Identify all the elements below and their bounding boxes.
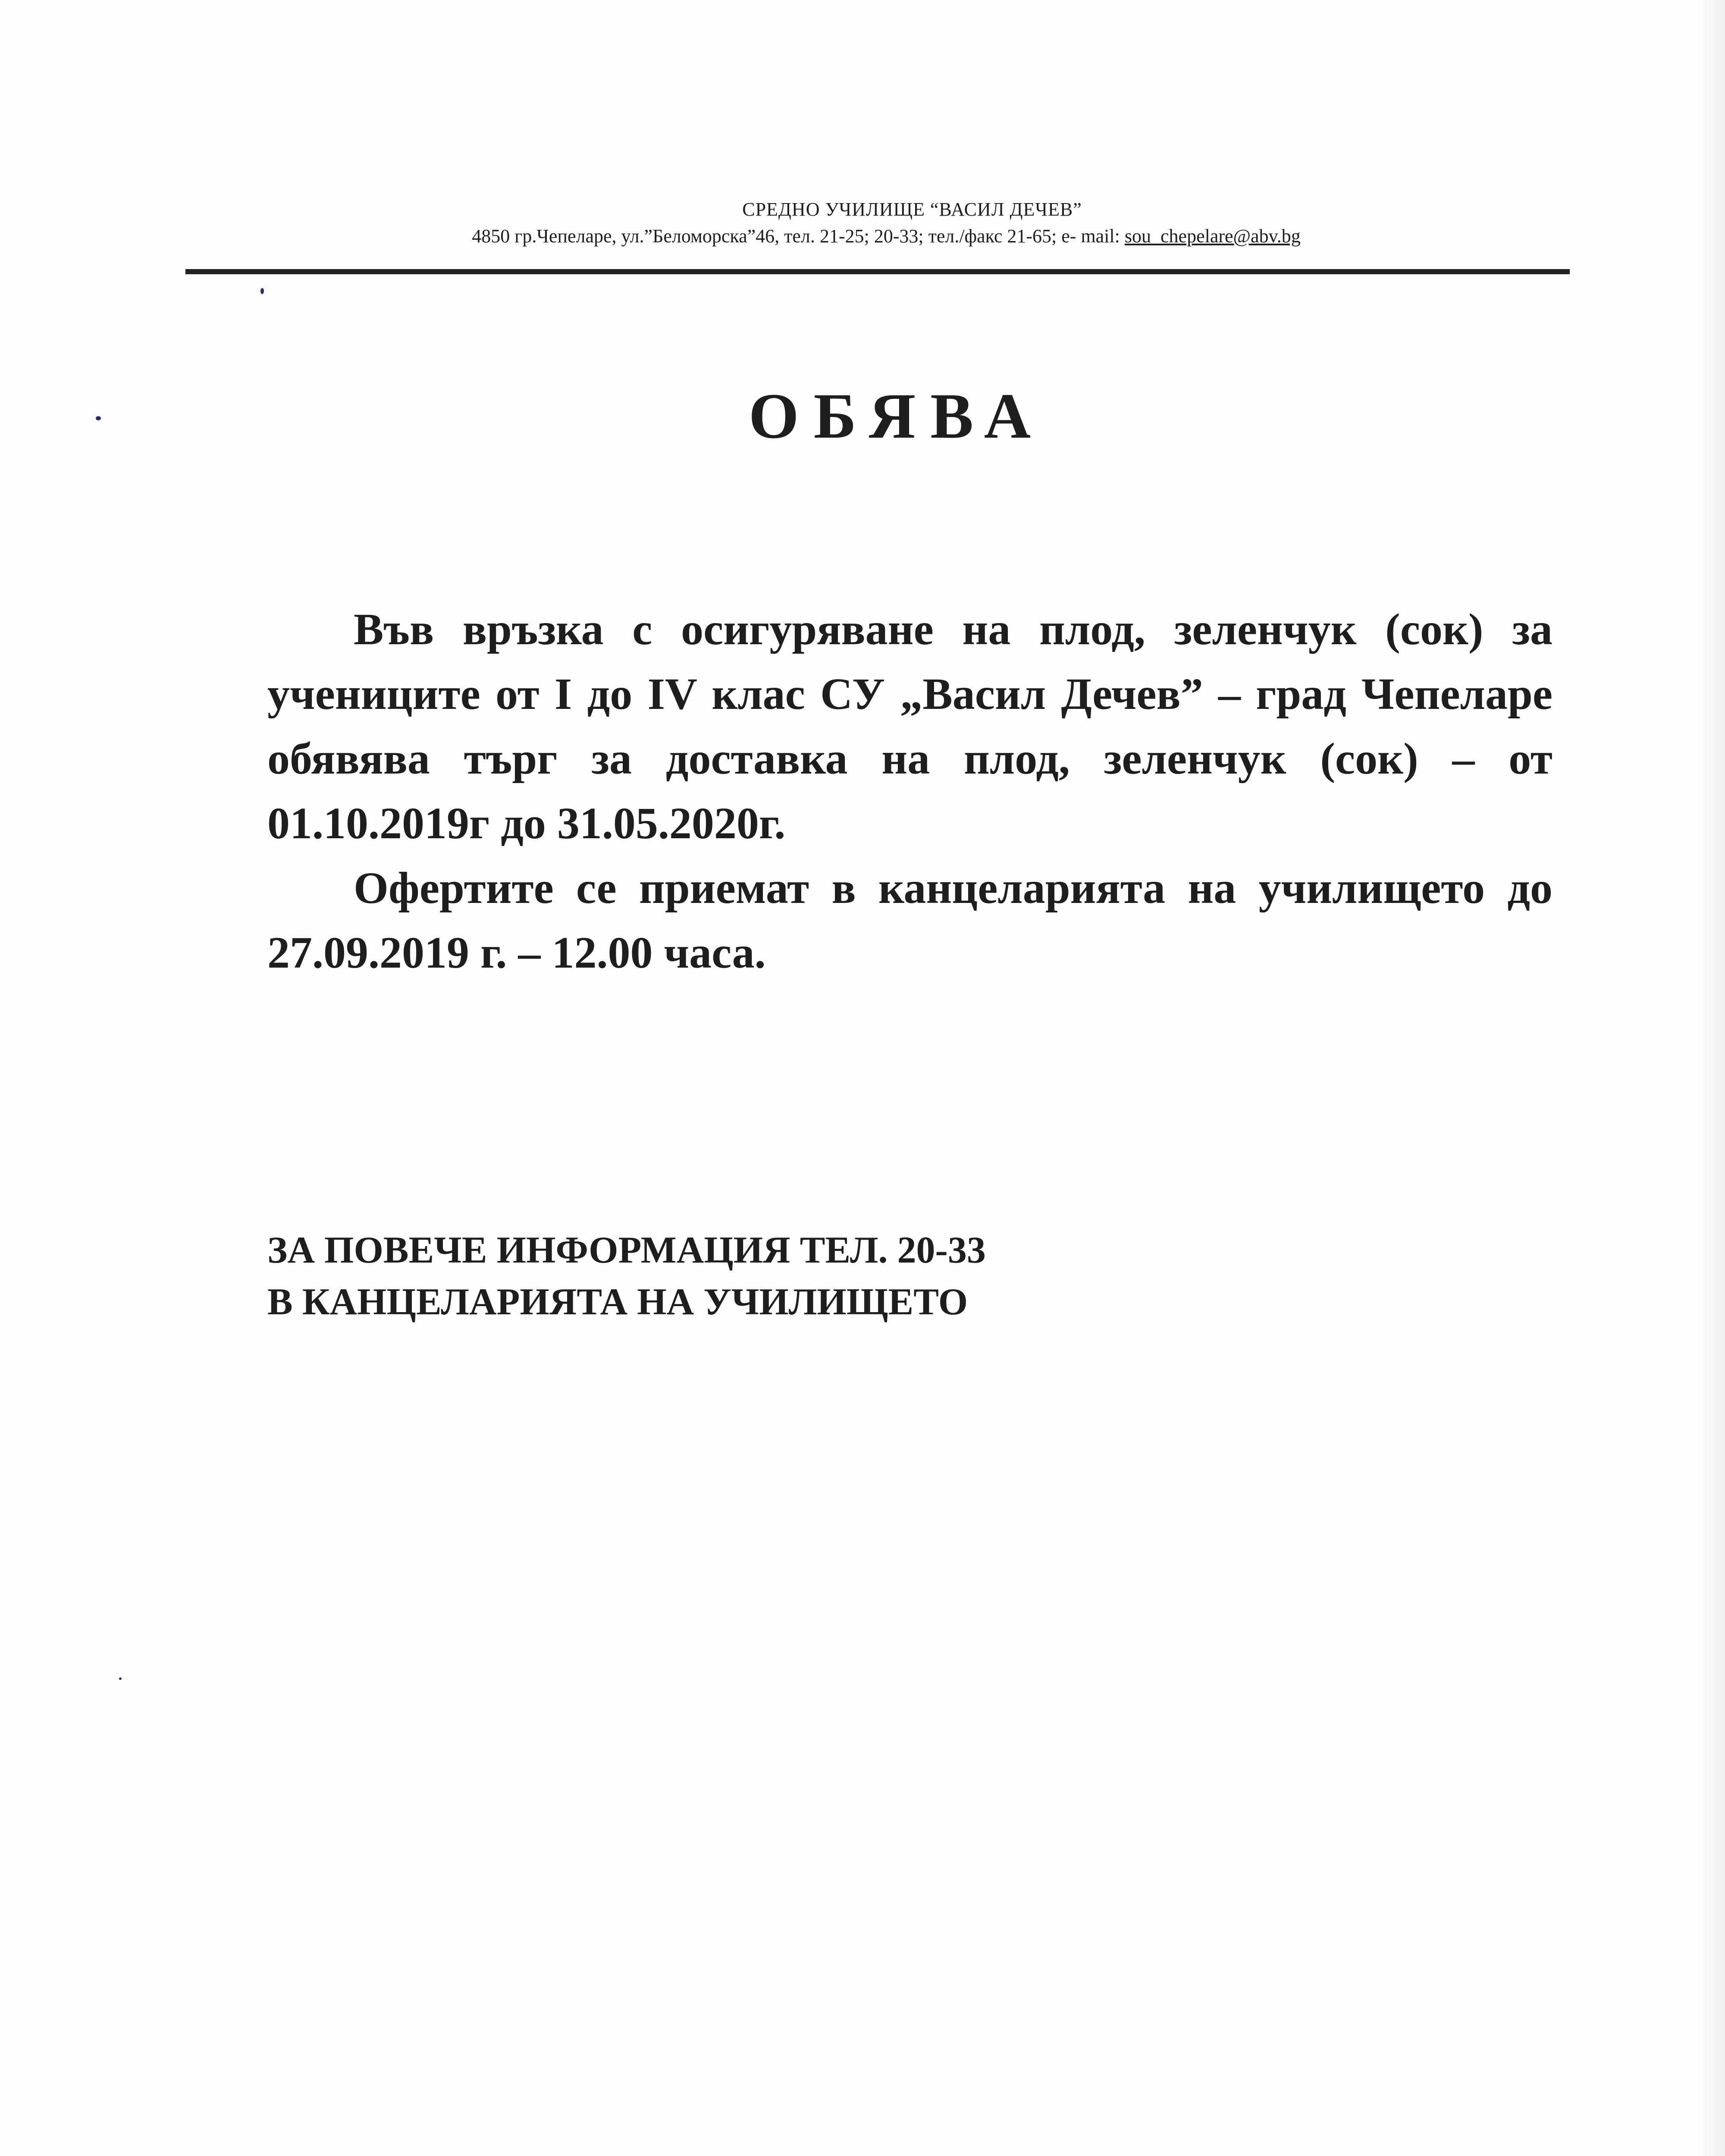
school-name: СРЕДНО УЧИЛИЩЕ “ВАСИЛ ДЕЧЕВ”	[742, 199, 1082, 220]
scan-speck	[96, 416, 101, 420]
contact-line-phone: ЗА ПОВЕЧЕ ИНФОРМАЦИЯ ТЕЛ. 20-33	[267, 1229, 986, 1271]
scan-speck	[260, 288, 264, 294]
notice-paragraph-2: Офертите се приемат в канцеларията на училището до 27.09.2019 г. – 12.00 часа.	[267, 863, 1552, 978]
address-text: 4850 гр.Чепеларе, ул.”Беломорска”46, тел. 21-25; 20-33; тел./факс 21-65; е- mail:	[472, 226, 1125, 247]
contact-info	[267, 1225, 1552, 1328]
letterhead-divider	[185, 269, 1570, 274]
notice-paragraph-1: Във връзка с осигуряване на плод, зеленчук (сок) за учениците от I до IV клас СУ „Васил Дечев” – град Чепеларе обявява търг за доставка на плод, зеленчук (сок) – от 01.10.2019г до 31.05.2020г.	[267, 605, 1552, 848]
school-address	[185, 223, 1570, 250]
notice-body	[267, 597, 1552, 985]
contact-line-office: В КАНЦЕЛАРИЯТА НА УЧИЛИЩЕТО	[267, 1281, 968, 1323]
notice-title: ОБЯВА	[748, 380, 1046, 452]
scan-speck	[119, 1677, 122, 1680]
letterhead	[185, 196, 1570, 250]
scan-edge	[1699, 0, 1725, 2156]
email-link[interactable]: sou_chepelare@abv.bg	[1124, 226, 1301, 247]
